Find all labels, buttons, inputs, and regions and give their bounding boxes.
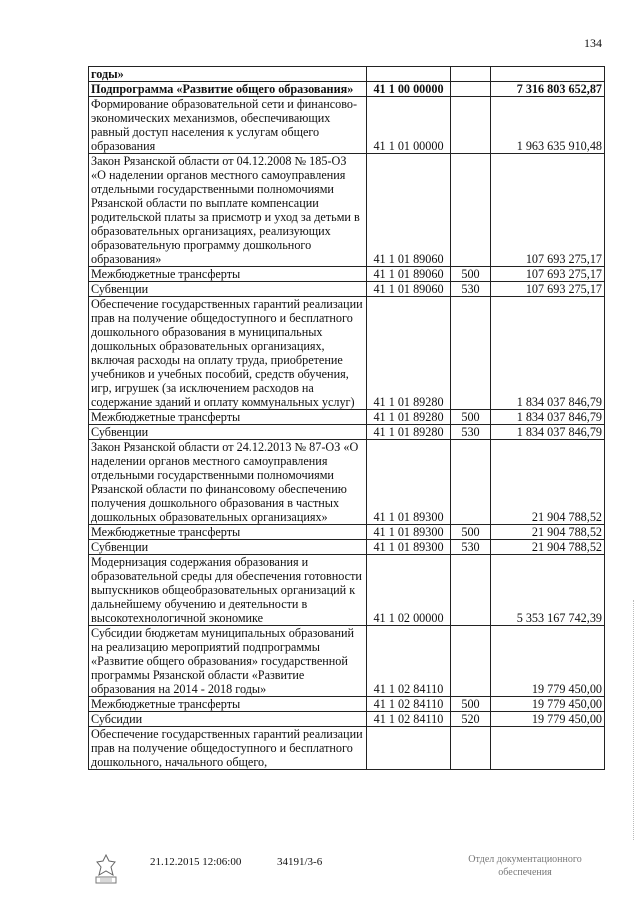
row-target-code: 41 1 01 89280	[367, 297, 451, 410]
row-amount: 5 353 167 742,39	[491, 555, 605, 626]
coat-of-arms-icon	[92, 853, 120, 885]
row-target-code: 41 1 01 89300	[367, 525, 451, 540]
department-stamp	[430, 853, 620, 879]
budget-table-body	[89, 67, 605, 770]
row-target-code: 41 1 02 84110	[367, 712, 451, 727]
table-row	[89, 297, 605, 410]
row-expense-type	[451, 67, 491, 82]
row-amount: 21 904 788,52	[491, 440, 605, 525]
row-expense-type	[451, 82, 491, 97]
row-amount: 107 693 275,17	[491, 267, 605, 282]
table-row	[89, 440, 605, 525]
table-row	[89, 82, 605, 97]
row-expense-type: 500	[451, 410, 491, 425]
row-description: Межбюджетные трансферты	[89, 267, 367, 282]
row-target-code: 41 1 01 89300	[367, 440, 451, 525]
row-target-code	[367, 67, 451, 82]
row-expense-type	[451, 97, 491, 154]
row-expense-type	[451, 440, 491, 525]
row-description: Обеспечение государственных гарантий реализации прав на получение общедоступного и бесплатного дошкольного образования в муниципальных дошкольных образовательных организациях, включая расходы на оплату труда, приобретение учебников и учебных пособий, средств обучения, игр, игрушек (за исключением расходов на содержание зданий и оплату коммунальных услуг)	[89, 297, 367, 410]
row-description: Межбюджетные трансферты	[89, 525, 367, 540]
row-description: Подпрограмма «Развитие общего образования»	[89, 82, 367, 97]
row-expense-type	[451, 154, 491, 267]
row-description: Закон Рязанской области от 24.12.2013 № 87-ОЗ «О наделении органов местного самоуправления отдельными государственными полномочиями Рязанской области по финансовому обеспечению получения дошкольного образования в частных дошкольных образовательных организациях»	[89, 440, 367, 525]
footer	[0, 853, 640, 893]
row-expense-type: 530	[451, 540, 491, 555]
table-row	[89, 410, 605, 425]
row-target-code: 41 1 02 84110	[367, 626, 451, 697]
row-target-code: 41 1 00 00000	[367, 82, 451, 97]
row-description: Субсидии бюджетам муниципальных образований на реализацию мероприятий подпрограммы «Развитие общего образования» государственной программы Рязанской области «Развитие образования на 2014 - 2018 годы»	[89, 626, 367, 697]
row-description: Субсидии	[89, 712, 367, 727]
row-expense-type: 500	[451, 525, 491, 540]
row-description: Субвенции	[89, 540, 367, 555]
row-target-code	[367, 727, 451, 770]
page-number: 134	[584, 36, 602, 50]
row-amount: 19 779 450,00	[491, 712, 605, 727]
row-expense-type: 520	[451, 712, 491, 727]
row-target-code: 41 1 01 89060	[367, 267, 451, 282]
row-amount: 7 316 803 652,87	[491, 82, 605, 97]
row-description: Формирование образовательной сети и финансово-экономических механизмов, обеспечивающих равный доступ населения к услугам общего образования	[89, 97, 367, 154]
row-amount: 107 693 275,17	[491, 282, 605, 297]
row-target-code: 41 1 01 00000	[367, 97, 451, 154]
row-target-code: 41 1 01 89060	[367, 282, 451, 297]
budget-table	[88, 66, 605, 770]
table-row	[89, 712, 605, 727]
row-amount: 1 834 037 846,79	[491, 410, 605, 425]
row-expense-type: 500	[451, 697, 491, 712]
table-row	[89, 697, 605, 712]
row-description: Субвенции	[89, 425, 367, 440]
stamp-line: Отдел документационного	[468, 854, 582, 865]
row-target-code: 41 1 01 89060	[367, 154, 451, 267]
row-amount	[491, 727, 605, 770]
row-amount: 19 779 450,00	[491, 626, 605, 697]
row-description: Обеспечение государственных гарантий реализации прав на получение общедоступного и бесплатного дошкольного, начального общего,	[89, 727, 367, 770]
row-target-code: 41 1 01 89280	[367, 410, 451, 425]
row-expense-type: 530	[451, 425, 491, 440]
row-description: Субвенции	[89, 282, 367, 297]
table-row	[89, 67, 605, 82]
table-row	[89, 540, 605, 555]
table-row	[89, 525, 605, 540]
row-amount: 21 904 788,52	[491, 540, 605, 555]
table-row	[89, 97, 605, 154]
row-expense-type	[451, 727, 491, 770]
row-description: Межбюджетные трансферты	[89, 410, 367, 425]
table-row	[89, 282, 605, 297]
row-expense-type	[451, 555, 491, 626]
row-target-code: 41 1 01 89300	[367, 540, 451, 555]
row-amount	[491, 67, 605, 82]
row-description: Закон Рязанской области от 04.12.2008 № 185-ОЗ «О наделении органов местного самоуправления отдельными государственными полномочиями Рязанской области по выплате компенсации родительской платы за присмотр и уход за детьми в образовательных организациях, реализующих образовательную программу дошкольного образования»	[89, 154, 367, 267]
row-expense-type	[451, 626, 491, 697]
row-amount: 1 963 635 910,48	[491, 97, 605, 154]
row-amount: 19 779 450,00	[491, 697, 605, 712]
row-description: Межбюджетные трансферты	[89, 697, 367, 712]
row-target-code: 41 1 01 89280	[367, 425, 451, 440]
row-target-code: 41 1 02 00000	[367, 555, 451, 626]
footer-timestamp: 21.12.2015 12:06:00	[150, 856, 242, 868]
row-expense-type	[451, 297, 491, 410]
table-row	[89, 727, 605, 770]
row-description: годы»	[89, 67, 367, 82]
table-row	[89, 154, 605, 267]
row-expense-type: 530	[451, 282, 491, 297]
table-row	[89, 626, 605, 697]
table-row	[89, 555, 605, 626]
table-row	[89, 267, 605, 282]
row-amount: 1 834 037 846,79	[491, 425, 605, 440]
footer-document-number: 34191/3-6	[277, 856, 323, 868]
row-target-code: 41 1 02 84110	[367, 697, 451, 712]
row-amount: 21 904 788,52	[491, 525, 605, 540]
row-amount: 1 834 037 846,79	[491, 297, 605, 410]
table-row	[89, 425, 605, 440]
row-expense-type: 500	[451, 267, 491, 282]
row-description: Модернизация содержания образования и образовательной среды для обеспечения готовности выпускников общеобразовательных организаций к дальнейшему обучению и деятельности в высокотехнологичной экономике	[89, 555, 367, 626]
stamp-line: обеспечения	[498, 867, 552, 878]
margin-dotted-line	[633, 600, 634, 840]
row-amount: 107 693 275,17	[491, 154, 605, 267]
